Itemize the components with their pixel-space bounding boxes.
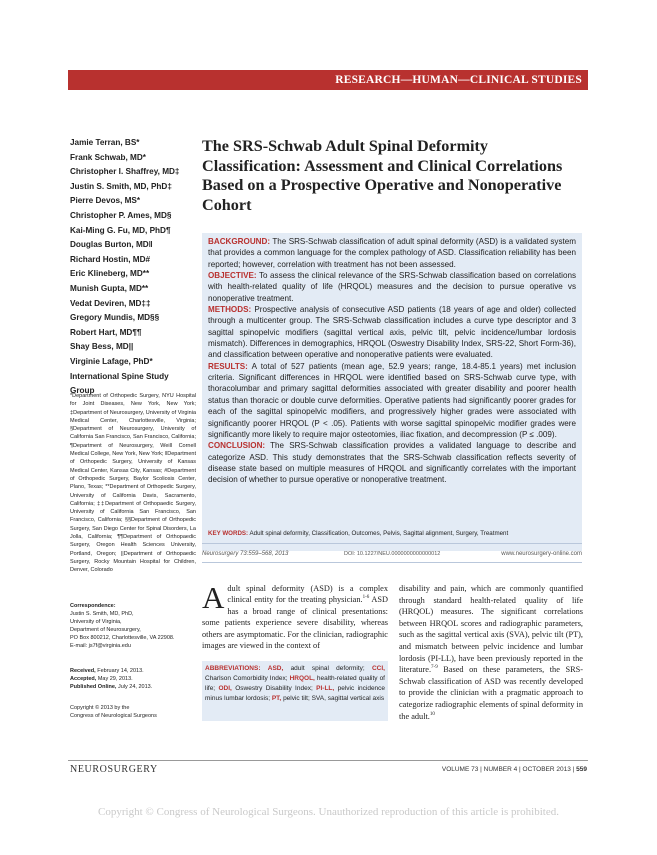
author-name: Gregory Mundis, MD§§ <box>70 313 160 323</box>
author-name: Eric Klineberg, MD** <box>70 269 150 279</box>
abbr-term: ODI, <box>218 685 232 692</box>
abbr-term: CCI, <box>371 665 385 672</box>
page-number: 559 <box>576 766 587 773</box>
conclusion-text: The SRS-Schwab classification provides a validated language to describe and categorize ASD. This study demonstrates that the SRS-Schwab classification reflects severity of disease state based on multiple measures of HRQOL and significantly correlates with the important decision of whether to pursue operative or nonoperative treatment. <box>208 441 576 485</box>
received-label: Received, <box>70 668 96 674</box>
methods-text: Prospective analysis of consecutive ASD patients (18 years of age and older) collected through a multicenter group. The SRS-Schwab classification includes a curve type descriptor and 3 sagittal spinopelvic modifiers (sagittal vertical axis, pelvic tilt, pelvic incidence/lumbar lordosis mismatch). Differences in demographics, HRQOL (Oswestry Disability Index, SRS-22, Short Form-36), and classification between operative and nonoperative patients were evaluated. <box>208 305 576 360</box>
abstract <box>208 236 576 486</box>
correspondence-line: University of Virginia, <box>70 618 122 625</box>
citation-ref[interactable]: 1-6 <box>362 595 370 601</box>
author-name: Douglas Burton, MD‖ <box>70 240 153 250</box>
results-label: RESULTS: <box>208 361 248 371</box>
accepted-date: May 29, 2013. <box>97 676 133 682</box>
citation-ref[interactable]: 7-9 <box>431 665 438 671</box>
divider <box>202 562 582 563</box>
author-name: Robert Hart, MD¶¶ <box>70 327 142 337</box>
author-name: Group <box>70 386 95 396</box>
abbr-definition: pelvic incidence minus lumbar lordosis; <box>205 685 386 702</box>
author-name: Christopher I. Shaffrey, MD‡ <box>70 167 180 177</box>
section-header-bar <box>68 70 588 90</box>
divider <box>202 543 582 544</box>
author-name: Shay Bess, MD|| <box>70 342 134 352</box>
copyright-line: Congress of Neurological Surgeons <box>70 713 157 719</box>
keywords <box>208 529 576 538</box>
author-list <box>70 136 196 399</box>
objective-text: To assess the clinical relevance of the SRS-Schwab classification based on correlations with health-related quality of life (HRQOL) measures and the decision to pursue operative vs nonoperative treatment. <box>208 271 577 303</box>
author-name: Pierre Devos, MS* <box>70 196 141 206</box>
abbr-definition: Charlson Comorbidity Index; <box>205 675 288 682</box>
article-dates <box>70 667 196 691</box>
copyright-watermark: Copyright © Congress of Neurological Surgeons. Unauthorized reproduction of this article is prohibited. <box>98 806 559 818</box>
abbr-definition: health-related quality of life; <box>205 675 385 692</box>
abbr-definition: Oswestry Disability Index; <box>235 685 313 692</box>
published-label: Published Online, <box>70 684 117 690</box>
affiliations: *Department of Orthopedic Surgery, NYU Hospital for Joint Diseases, New York, New York; ‡Department of Neurosurgery, University of Virginia Medical Center, Charlottesville, Virginia; §Department of Neurosurgery, University of California San Francisco, San Francisco, California; ¶Department of Neurosurgery, Weill Cornell Medical College, New York, New York; ‖Department of Orthopedic Surgery, University of Kansas Medical Center, Kansas City, Kansas; #Department of Orthopedic Surgery, Baylor Scoliosis Center, Plano, Texas; **Department of Orthopedic Surgery, University of California Davis, Sacramento, California; ‡‡Department of Orthopaedic Surgery, University of California San Francisco, San Francisco, California; §§Department of Orthopedic Surgery, San Diego Center for Spinal Disorders, La Jolla, California; ¶¶Department of Orthopaedic Surgery, Oregon Health Sciences University, Portland, Oregon; ||Department of Orthopaedic Surgery, Rocky Mountain Hospital for Children, Denver, Colorado <box>70 393 196 574</box>
body-text: Based on these parameters, the SRS-Schwab classification of ASD was recently developed to provide the clinician with a pragmatic approach to categorize radiographic elements of spinal deformity in the adult. <box>399 665 583 721</box>
volume-issue: VOLUME 73 | NUMBER 4 | OCTOBER 2013 | <box>441 766 575 773</box>
background-label: BACKGROUND: <box>208 237 271 246</box>
abbreviations-heading: ABBREVIATIONS: <box>205 665 261 672</box>
journal-url[interactable]: www.neurosurgery-online.com <box>501 551 582 557</box>
author-name: Vedat Deviren, MD‡‡ <box>70 298 151 308</box>
objective-label: OBJECTIVE: <box>208 271 257 281</box>
author-name: Munish Gupta, MD** <box>70 283 149 293</box>
author-name: Justin S. Smith, MD, PhD‡ <box>70 181 172 191</box>
copyright-line: Copyright © 2013 by the <box>70 705 130 711</box>
section-label: RESEARCH—HUMAN—CLINICAL STUDIES <box>335 74 582 86</box>
conclusion-label: CONCLUSION: <box>208 441 266 451</box>
correspondence-email[interactable]: E-mail: js7f@virginia.edu <box>70 642 131 649</box>
author-name: Jamie Terran, BS* <box>70 138 140 147</box>
abbreviations <box>205 664 385 704</box>
correspondence-line: Justin S. Smith, MD, PhD, <box>70 610 134 617</box>
methods-label: METHODS: <box>208 305 252 315</box>
drop-cap: A <box>202 580 225 615</box>
volume-info <box>380 766 587 773</box>
keywords-label: KEY WORDS: <box>208 530 249 537</box>
abbr-term: HRQOL, <box>289 675 315 682</box>
author-name: Christopher P. Ames, MD§ <box>70 210 172 220</box>
doi[interactable]: DOI: 10.1227/NEU.0000000000000012 <box>344 551 441 557</box>
journal-reference: Neurosurgery 73:559–568, 2013 <box>202 551 289 557</box>
journal-name: NEUROSURGERY <box>70 764 158 775</box>
abbr-term: PT, <box>271 695 282 702</box>
accepted-label: Accepted, <box>70 676 97 682</box>
article-title: The SRS-Schwab Adult Spinal Deformity Classification: Assessment and Clinical Correlations Based on a Prospective Operative and Nonoperative Cohort <box>202 137 563 214</box>
author-name: Virginie Lafage, PhD* <box>70 356 153 366</box>
received-date: February 14, 2013. <box>97 668 144 674</box>
citation-bar <box>202 546 582 562</box>
body-text: dult spinal deformity (ASD) is a complex clinical entity for the treating physician. <box>227 584 388 605</box>
correspondence-line: PO Box 800212, Charlottesville, VA 22908. <box>70 634 175 641</box>
abbr-definition: pelvic tilt; SVA, sagittal vertical axis <box>283 695 385 702</box>
keywords-text: Adult spinal deformity, Classification, Outcomes, Pelvis, Sagittal alignment, Surgery, Treatment <box>249 530 509 537</box>
body-column-1 <box>202 580 388 651</box>
background-text: The SRS-Schwab classification of adult spinal deformity (ASD) is a validated system that provides a common language for the complex pathology of ASD. Classification reliability has been reported; however, correlation with treatment has not been assessed. <box>208 237 577 269</box>
abbr-term: ASD, <box>267 665 284 672</box>
body-text: disability and pain, which are commonly quantified through standard health-related quality of life (HRQOL) measures. The significant correlations between HRQOL scores and radiographic parameters, such as the sagittal vertical axis (SVA), pelvic tilt (PT), and mismatch between pelvic incidence and lumbar lordosis (PI-LL), have been previously reported in the literature. <box>399 584 583 675</box>
author-name: Frank Schwab, MD* <box>70 152 146 162</box>
footer-rule <box>68 760 588 761</box>
correspondence-heading: Correspondence: <box>70 603 116 609</box>
body-column-2 <box>399 583 583 722</box>
body-text: ASD has a broad range of clinical presentations: some patients experience severe disability, whereas others are asymptomatic. For the clinician, radiographic images are viewed in the context of <box>202 595 388 651</box>
citation-ref[interactable]: 10 <box>429 711 435 717</box>
abbr-term: PI-LL, <box>316 685 335 692</box>
abbr-definition: adult spinal deformity; <box>290 665 365 672</box>
published-date: July 24, 2013. <box>117 684 153 690</box>
correspondence <box>70 603 196 650</box>
author-name: International Spine Study <box>70 371 169 381</box>
results-text: A total of 527 patients (mean age, 52.9 years; range, 18.4-85.1 years) met inclusion criteria. Significant differences in HRQOL were identified based on SRS-Schwab curve type, with thoracolumbar and primary sagittal deformities associated with greater disability and poorer health status than thoracic or double curve deformities. Operative patients had significantly poorer grades for each of the sagittal spinopelvic modifiers, and progressively higher grades were associated with significantly poorer HRQOL (P < .05). Patients with worse sagittal spinopelvic modifier grades were significantly more likely to require major osteotomies, iliac fixation, and decompression (P ≤ .009). <box>208 361 576 439</box>
author-name: Richard Hostin, MD# <box>70 254 151 264</box>
copyright-note <box>70 704 196 720</box>
author-name: Kai-Ming G. Fu, MD, PhD¶ <box>70 225 171 235</box>
correspondence-line: Department of Neurosurgery, <box>70 626 141 633</box>
